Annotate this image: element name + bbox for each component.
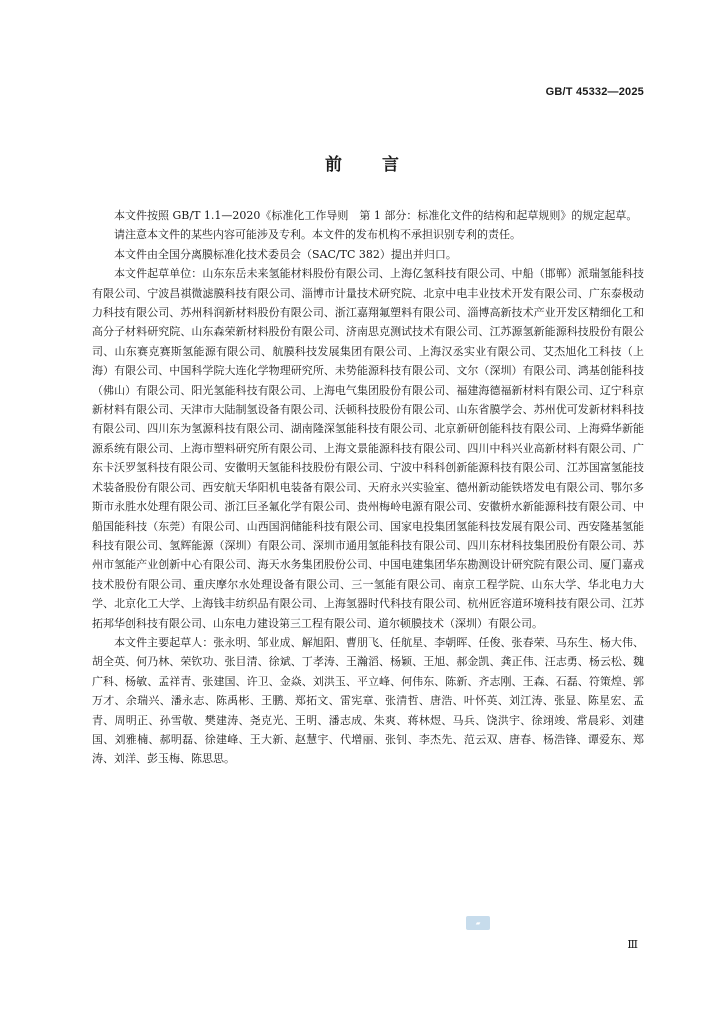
page-title: 前言 bbox=[325, 155, 439, 175]
paragraph-drafters: 本文件主要起草人：张永明、邹业成、解旭阳、曹朋飞、任航星、李朝晖、任俊、张春荣、马东生、杨大伟、胡全英、何乃林、荣钦功、张目清、徐斌、丁孝涛、王瀚滔、杨颖、王旭、郝金凯、龚正伟、汪志勇、杨云松、魏广科、杨敏、孟祥青、张建国、许卫、金焱、刘洪玉、平立峰、何伟东、陈新、齐志刚、王森、石磊、符策煌、郭万才、余瑞兴、潘永志、陈禹彬、王鹏、郑拓文、雷宪章、张清哲、唐浩、叶怀英、刘江涛、张显、陈星宏、孟青、周明正、孙雪敬、樊建涛、尧克光、王明、潘志成、朱爽、蒋林煜、马兵、饶洪宇、徐翊竣、常晨彩、刘建国、刘雅楠、郝明磊、徐建峰、王大新、赵慧宇、代增丽、张钊、李杰先、范云双、唐春、杨浩锋、谭爱东、郑涛、刘洋、彭玉梅、陈思思。 bbox=[92, 635, 644, 766]
paragraph-proposer: 本文件由全国分离膜标准化技术委员会（SAC/TC 382）提出并归口。 bbox=[114, 247, 457, 261]
paragraph-patent-notice: 请注意本文件的某些内容可能涉及专利。本文件的发布机构不承担识别专利的责任。 bbox=[114, 228, 521, 242]
standard-code: GB/T 45332—2025 bbox=[545, 86, 644, 98]
foreword-body bbox=[92, 206, 644, 769]
paragraph-drafting-rules: 本文件按照 GB/T 1.1—2020《标准化工作导则 第 1 部分：标准化文件的结构和起草规则》的规定起草。 bbox=[114, 209, 638, 222]
paragraph-drafting-units: 本文件起草单位：山东东岳未来氢能材料股份有限公司、上海亿氢科技有限公司、中船（邯郸）派瑞氢能科技有限公司、宁波昌祺微滤膜科技有限公司、淄博市计量技术研究院、北京中电丰业技术开发有限公司、广东泰极动力科技有限公司、苏州科润新材料股份有限公司、浙江嘉翔氟塑料有限公司、淄博高新技术产业开发区精细化工和高分子材料研究院、山东森荣新材料股份有限公司、济南思克测试技术有限公司、江苏源氢新能源科技股份有限公司、山东赛克赛斯氢能源有限公司、航膜科技发展集团有限公司、上海汉丞实业有限公司、艾杰旭化工科技（上海）有限公司、中国科学院大连化学物理研究所、未势能源科技有限公司、文尔（深圳）有限公司、鸿基创能科技（佛山）有限公司、阳光氢能科技有限公司、上海电气集团股份有限公司、福建海德福新材料有限公司、辽宁科京新材料有限公司、天津市大陆制氢设备有限公司、沃顿科技股份有限公司、山东省膜学会、苏州优可发新材料科技有限公司、四川东为氢源科技有限公司、湖南隆深氢能科技有限公司、北京新研创能科技有限公司、上海舜华新能源系统有限公司、上海市塑料研究所有限公司、上海文景能源科技有限公司、四川中科兴业高新材料有限公司、广东卡沃罗氢科技有限公司、安徽明天氢能科技股份有限公司、宁波中科科创新能源科技有限公司、江苏国富氢能技术装备股份有限公司、西安航天华阳机电装备有限公司、天府永兴实验室、德州新动能铁塔发电有限公司、鄂尔多斯市永胜水处理有限公司、浙江巨圣氟化学有限公司、贵州梅岭电源有限公司、安徽枡水新能源科技有限公司、中船国能科技（东莞）有限公司、山西国润储能科技有限公司、国家电投集团氢能科技发展有限公司、西安隆基氢能科技有限公司、氢辉能源（深圳）有限公司、深圳市通用氢能科技有限公司、四川东材科技集团股份有限公司、苏州市氢能产业创新中心有限公司、海天水务集团股份公司、中国电建集团华东勘测设计研究院有限公司、厦门嘉戎技术股份有限公司、重庆摩尔水处理设备有限公司、三一氢能有限公司、南京工程学院、山东大学、华北电力大学、北京化工大学、上海钱丰纺织品有限公司、上海氢器时代科技有限公司、杭州匠容道环境科技有限公司、江苏拓邦华创科技有限公司、山东电力建设第三工程有限公司、道尔顿膜技术（深圳）有限公司。 bbox=[92, 267, 644, 630]
page-number: Ⅲ bbox=[627, 938, 638, 951]
watermark-logo-icon: ▰ bbox=[466, 916, 490, 930]
